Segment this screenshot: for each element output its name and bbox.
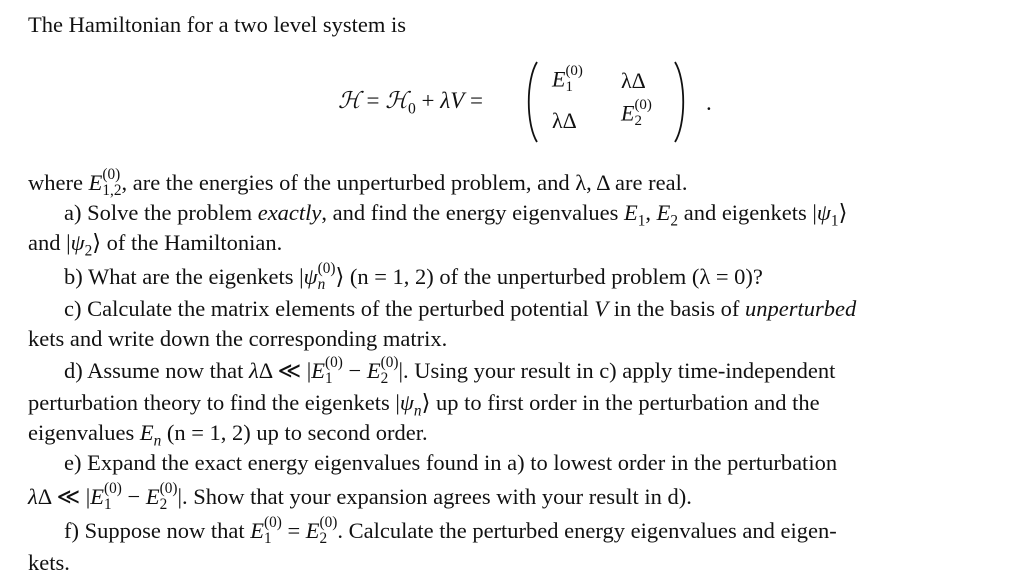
intro-text: The Hamiltonian for a two level system is	[28, 12, 407, 37]
matrix-a21: λΔ	[552, 108, 577, 133]
where-line: where E (0) 1,2 , are the energies of the unperturbed problem, and λ, Δ are real.	[28, 165, 688, 199]
equation-period: .	[706, 90, 712, 115]
matrix-a22: E (0) 2	[621, 97, 652, 129]
part-d-line3: eigenvalues $E_n$ (n = 1, 2) up to second order.	[28, 420, 428, 450]
part-e-line1: e) Expand the exact energy eigenvalues found in a) to lowest order in the perturbation	[64, 450, 838, 475]
part-c-line2: kets and write down the corresponding matrix.	[28, 326, 448, 351]
part-d-line2: perturbation theory to find the eigenkets $|\psi_n⟩$ up to first order in the perturbation and the	[28, 390, 820, 420]
part-e-line2: λΔ ≪ |E (0) 1 − E (0) 2 |. Show that your expansion agrees with your result in d).	[28, 479, 692, 513]
part-a-line2: and $|\psi_2⟩$ of the Hamiltonian.	[28, 230, 283, 260]
right-paren	[672, 60, 688, 144]
part-b-line: b) What are the eigenkets |ψ (0) n ⟩ (n = 1, 2) of the unperturbed problem (λ = 0)?	[64, 259, 763, 293]
part-d-line1: d) Assume now that λΔ ≪ |E (0) 1 − E (0) 2 |. Using your result in c) apply time-independent	[64, 353, 836, 387]
left-paren	[524, 60, 540, 144]
part-f-line1: f) Suppose now that E (0) 1 = E (0) 2 . Calculate the perturbed energy eigenvalues and eigen-	[64, 513, 837, 547]
matrix-a11: E (0) 1	[552, 63, 583, 95]
equation-lhs: ℋ = ℋ$_0$ + λV =	[338, 88, 483, 118]
part-f-line2: kets.	[28, 550, 70, 575]
part-a-line1: a) Solve the problem exactly, and find the energy eigenvalues $E_1$, $E_2$ and eigenkets $|\psi_1⟩$	[64, 200, 848, 230]
matrix-a12: λΔ	[621, 68, 646, 93]
part-c-line1: c) Calculate the matrix elements of the perturbed potential V in the basis of unperturbed	[64, 296, 857, 321]
